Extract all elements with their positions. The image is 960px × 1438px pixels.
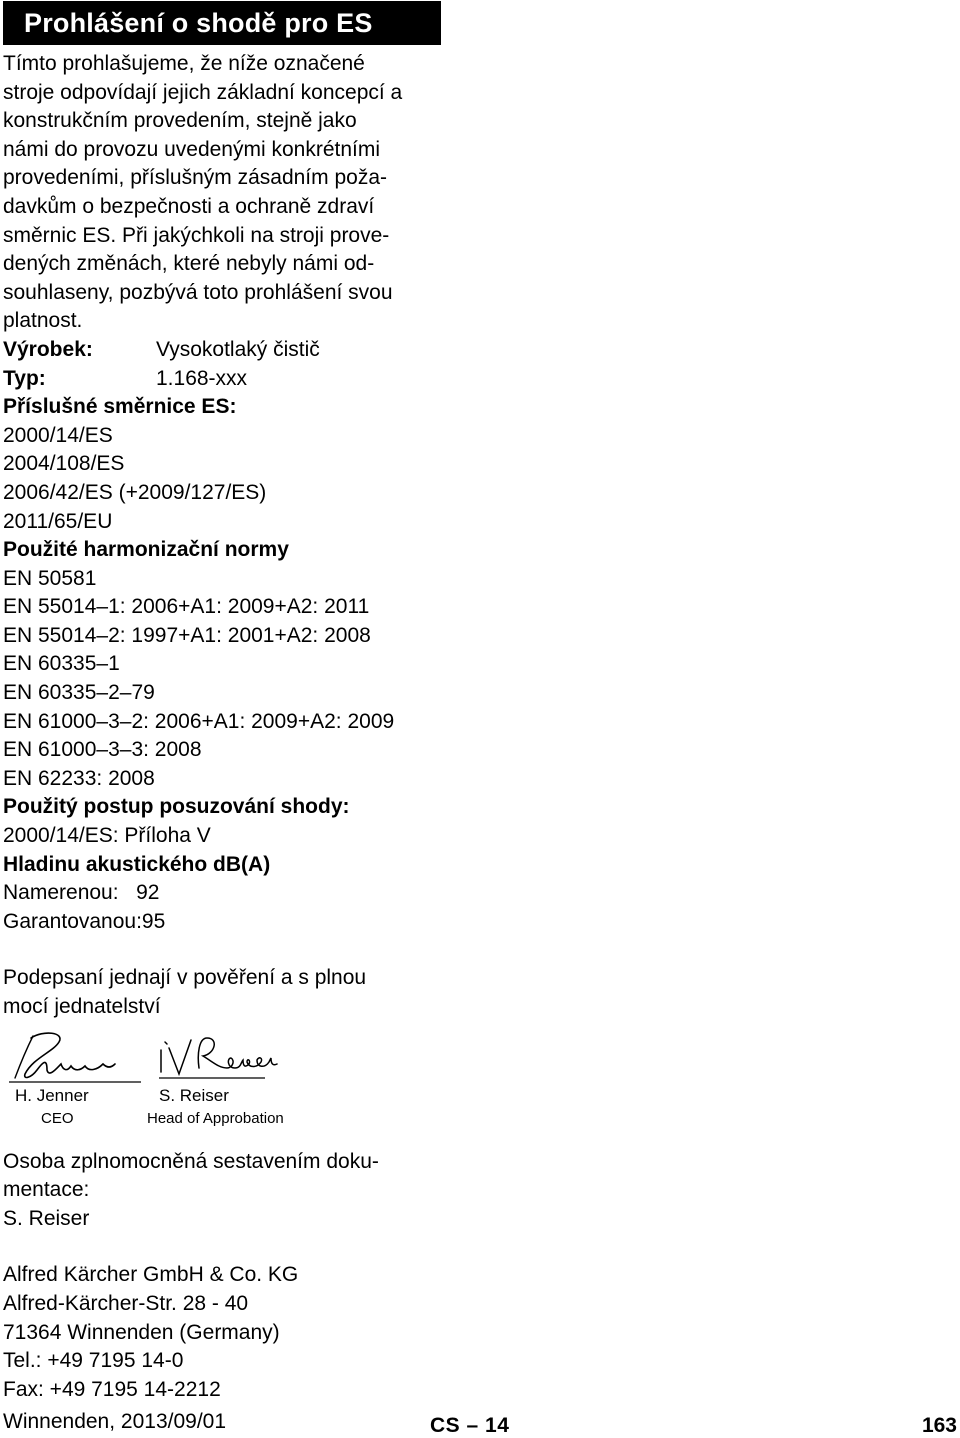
intro-line: stroje odpovídají jejich základní koncepcí a: [3, 80, 403, 104]
company-phone: Tel.: +49 7195 14-0: [3, 1349, 184, 1373]
norm-item: EN 55014–1: 2006+A1: 2009+A2: 2011: [3, 595, 370, 619]
product-row: [3, 336, 443, 365]
signature-reiser-icon: [147, 1028, 307, 1090]
conformity-value: 2000/14/ES: Příloha V: [3, 824, 211, 848]
directive-item: 2004/108/ES: [3, 452, 125, 476]
intro-line: dených změnách, které nebyly námi od-: [3, 252, 375, 276]
signatories-text: mocí jednatelství: [3, 995, 161, 1018]
intro-line: námi do provozu uvedenými konkrétními: [3, 137, 381, 161]
signature-left: [3, 1028, 143, 1127]
signature-block: [3, 1028, 443, 1148]
noise-guaranteed: Garantovanou:95: [3, 909, 166, 933]
signature-right: [147, 1028, 307, 1127]
company-street: Alfred-Kärcher-Str. 28 - 40: [3, 1291, 249, 1315]
type-label: Typ:: [3, 366, 46, 390]
directive-item: 2000/14/ES: [3, 423, 113, 447]
intro-line: provedeními, příslušným zásadním poža-: [3, 166, 387, 190]
norm-item: EN 62233: 2008: [3, 766, 155, 790]
spacer: [3, 936, 443, 964]
documentation-text: Osoba zplnomocněná sestavením doku-: [3, 1149, 379, 1173]
section-header: [3, 1, 441, 45]
norm-item: EN 50581: [3, 566, 97, 590]
norm-item: EN 61000–3–3: 2008: [3, 738, 202, 762]
signatory-right-name: S. Reiser: [159, 1085, 229, 1105]
signatories-text: Podepsaní jednají v pověření a s plnou: [3, 966, 367, 990]
intro-line: davkům o bezpečnosti a ochraně zdraví: [3, 194, 375, 218]
intro-paragraph: [3, 50, 443, 336]
signatory-right-role: Head of Approbation: [147, 1109, 284, 1127]
company-city: 71364 Winnenden (Germany): [3, 1320, 280, 1344]
documentation-person: S. Reiser: [3, 1206, 90, 1230]
directive-item: 2006/42/ES (+2009/127/ES): [3, 480, 267, 504]
noise-heading: Hladinu akustického dB(A): [3, 852, 271, 876]
intro-line: souhlaseny, pozbývá toto prohlášení svou: [3, 280, 393, 304]
norm-item: EN 61000–3–2: 2006+A1: 2009+A2: 2009: [3, 709, 395, 733]
norm-item: EN 60335–2–79: [3, 681, 155, 705]
place-date: Winnenden, 2013/09/01: [3, 1410, 227, 1434]
spacer: [3, 1233, 443, 1261]
product-label: Výrobek:: [3, 337, 93, 361]
documentation-text: mentace:: [3, 1178, 90, 1202]
signatory-left-name: H. Jenner: [15, 1085, 89, 1105]
footer-section-number: CS – 14: [430, 1414, 510, 1437]
intro-line: platnost.: [3, 309, 83, 333]
directives-heading: Příslušné směrnice ES:: [3, 395, 237, 419]
product-value: Vysokotlaký čistič: [156, 337, 320, 361]
norm-item: EN 55014–2: 1997+A1: 2001+A2: 2008: [3, 623, 371, 647]
directive-item: 2011/65/EU: [3, 509, 113, 533]
company-name: Alfred Kärcher GmbH & Co. KG: [3, 1263, 299, 1287]
type-value: 1.168-xxx: [156, 366, 248, 390]
page-title: Prohlášení o shodě pro ES: [24, 8, 373, 38]
declaration-body: [3, 50, 443, 1437]
norm-item: EN 60335–1: [3, 652, 120, 676]
type-row: [3, 365, 443, 394]
norms-heading: Použité harmonizační normy: [3, 538, 289, 562]
signatory-left-role: CEO: [41, 1109, 74, 1127]
intro-line: Tímto prohlašujeme, že níže označené: [3, 52, 365, 75]
intro-line: konstrukčním provedením, stejně jako: [3, 109, 357, 133]
noise-measured: Namerenou: 92: [3, 881, 160, 905]
signature-jenner-icon: [3, 1028, 143, 1090]
footer-page-number: 163: [921, 1414, 957, 1437]
conformity-heading: Použitý postup posuzování shody:: [3, 795, 350, 819]
company-fax: Fax: +49 7195 14-2212: [3, 1377, 221, 1401]
intro-line: směrnic ES. Při jakýchkoli na stroji prove-: [3, 223, 390, 247]
